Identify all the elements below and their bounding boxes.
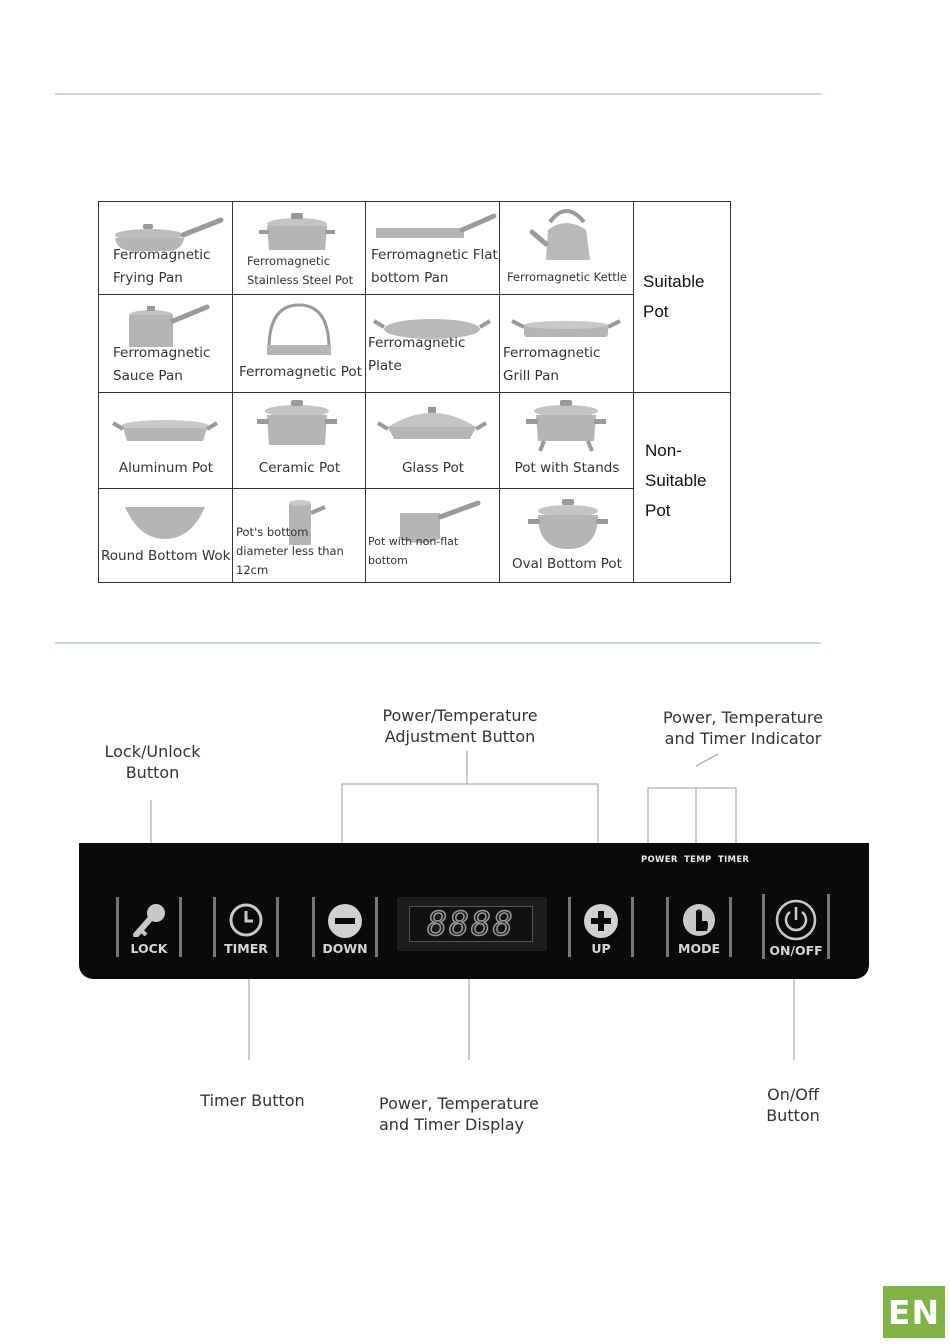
non-suitable-label: Non- Suitable Pot	[645, 441, 707, 521]
cell-label: Ferromagnetic Plate	[368, 335, 466, 375]
callout-display: Power, Temperature and Timer Display	[379, 1094, 539, 1134]
callout-timer: Timer Button	[200, 1091, 305, 1110]
power-temp-timer-display	[397, 897, 547, 951]
suitable-label: Suitable Pot	[643, 272, 705, 321]
indicator-power: POWER	[641, 855, 678, 865]
language-badge: EN	[883, 1286, 945, 1338]
cell-label: Ferromagnetic Flat bottom Pan	[371, 247, 498, 287]
minus-icon	[325, 901, 365, 941]
leader-indicator-stem	[696, 754, 718, 766]
mode-button-label: MODE	[678, 941, 720, 956]
cell-label: Ferromagnetic Kettle	[506, 270, 628, 285]
display-digits: 8888	[427, 904, 515, 943]
indicator-temp: TEMP	[684, 855, 712, 865]
cell-label: Pot's bottom diameter less than 12cm	[236, 525, 344, 577]
callout-lock-unlock: Lock/Unlock Button	[104, 742, 201, 782]
timer-button[interactable]	[213, 897, 279, 957]
callout-on-off: On/Off Button	[766, 1085, 820, 1125]
up-button[interactable]	[568, 897, 634, 957]
cell-label: Ferromagnetic Sauce Pan	[113, 345, 211, 385]
callout-indicator: Power, Temperature and Timer Indicator	[663, 708, 823, 748]
cell-label: Ferromagnetic Pot	[239, 364, 362, 381]
cell-label: Round Bottom Wok	[101, 548, 231, 564]
on-off-button-label: ON/OFF	[769, 943, 823, 958]
hand-touch-icon	[679, 901, 719, 941]
cell-label: Ceramic Pot	[258, 459, 341, 476]
callout-adjustment: Power/Temperature Adjustment Button	[382, 706, 538, 746]
down-button-label: DOWN	[322, 941, 368, 956]
cell-label: Ferromagnetic Stainless Steel Pot	[247, 254, 354, 288]
indicator-timer: TIMER	[718, 855, 750, 865]
on-off-button[interactable]	[762, 894, 830, 959]
timer-button-label: TIMER	[224, 941, 268, 956]
key-icon	[126, 901, 172, 937]
lock-button[interactable]	[116, 897, 182, 957]
clock-icon	[226, 901, 266, 939]
power-icon	[773, 898, 819, 942]
cell-label: Ferromagnetic Grill Pan	[503, 345, 601, 385]
down-button[interactable]	[312, 897, 378, 957]
plus-icon	[581, 901, 621, 941]
cell-label: Pot with non-flat bottom	[368, 535, 459, 567]
cell-label: Pot with Stands	[514, 459, 620, 476]
mode-button[interactable]	[666, 897, 732, 957]
cell-label: Ferromagnetic Frying Pan	[113, 247, 211, 287]
cell-label: Glass Pot	[401, 459, 465, 476]
cell-label: Aluminum Pot	[118, 459, 214, 476]
cell-label: Oval Bottom Pot	[512, 556, 622, 572]
up-button-label: UP	[591, 941, 611, 956]
lock-button-label: LOCK	[130, 941, 168, 956]
